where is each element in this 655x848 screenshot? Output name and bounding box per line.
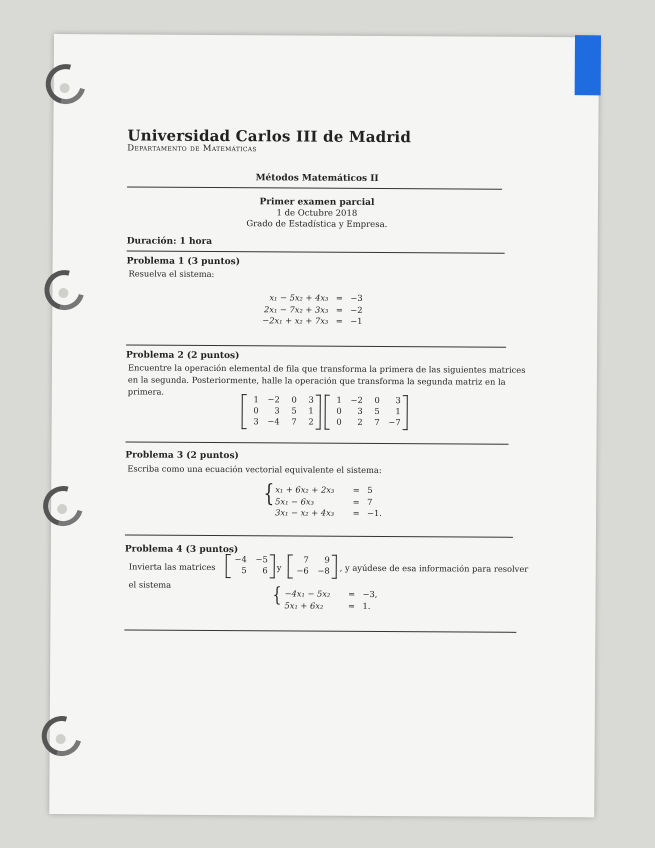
- divider: [127, 186, 502, 189]
- problem-1-system: [250, 292, 362, 327]
- course-title: Métodos Matemáticos II: [255, 173, 379, 184]
- matrix-b: 1 −2 0 3 0 3 5 1 0 2 7 −7: [325, 395, 408, 429]
- blue-tab: [575, 35, 601, 95]
- problem-4-text-a: Invierta las matrices: [128, 561, 216, 572]
- problem-3-title: Problema 3 (2 puntos): [125, 450, 239, 462]
- divider: [127, 250, 505, 253]
- problem-4-text-y: y: [276, 562, 282, 573]
- exam-sheet: [49, 34, 599, 817]
- problem-1-title: Problema 1 (3 puntos): [126, 256, 240, 268]
- problem-3-text: Escriba como una ecuación vectorial equivalente el sistema:: [127, 463, 382, 476]
- matrix-d: 7 9 −6 −8: [288, 554, 337, 576]
- binder-ring: [38, 57, 93, 112]
- divider: [126, 344, 506, 347]
- equation-row: 3x₁ − x₂ + 4x₃ = −1.: [275, 507, 382, 519]
- matrix-c: −4 −5 5 6: [226, 554, 275, 576]
- duration: Duración: 1 hora: [126, 236, 213, 247]
- problem-2-text: Encuentre la operación elemental de fila que transforma la primera de las siguientes matrices en la segunda. Posteriormente, halle la operación que transforma la segunda matriz en la primera.: [127, 362, 526, 397]
- exam-date: 1 de Octubre 2018: [276, 208, 358, 219]
- binder-ring: [34, 709, 89, 764]
- binder-ring: [36, 479, 91, 534]
- divider: [126, 441, 509, 444]
- problem-3-system: [275, 484, 382, 519]
- exam-title: Primer examen parcial: [259, 197, 375, 208]
- equation-row: 2x₁ − 7x₂ + 3x₃ = −2: [263, 303, 363, 315]
- university-name: Universidad Carlos III de Madrid: [127, 126, 412, 147]
- equation-row: x₁ − 5x₂ + 4x₃ = −3: [269, 292, 363, 303]
- equation-row: 5x₁ − 6x₃ = 7: [275, 495, 373, 507]
- equation-row: 5x₁ + 6x₂ = 1.: [284, 599, 371, 611]
- left-brace: {: [272, 582, 282, 607]
- problem-4-system: [284, 588, 377, 612]
- binder-ring: [37, 263, 92, 318]
- divider: [125, 534, 513, 537]
- degree-name: Grado de Estadística y Empresa.: [246, 219, 388, 231]
- department-name: Departamento de Matemáticas: [127, 143, 257, 155]
- matrix-a: 1 −2 0 3 0 3 5 1 3 −4 7 2: [242, 394, 321, 427]
- equation-row: x₁ + 6x₂ + 2x₃ = 5: [275, 484, 373, 495]
- equation-row: −2x₁ + x₂ + 7x₃ = −1: [262, 315, 363, 326]
- problem-4-title: Problema 4 (3 puntos): [124, 544, 239, 556]
- divider: [124, 629, 516, 632]
- left-brace: {: [263, 479, 275, 508]
- problem-2-title: Problema 2 (2 puntos): [126, 350, 240, 362]
- problem-1-text: Resuelva el sistema:: [128, 268, 215, 279]
- problem-4-text-b: , y ayúdese de esa información para resolver: [339, 562, 529, 574]
- problem-4-text-c: el sistema: [128, 579, 172, 590]
- equation-row: −4x₁ − 5x₂ = −3,: [284, 588, 378, 599]
